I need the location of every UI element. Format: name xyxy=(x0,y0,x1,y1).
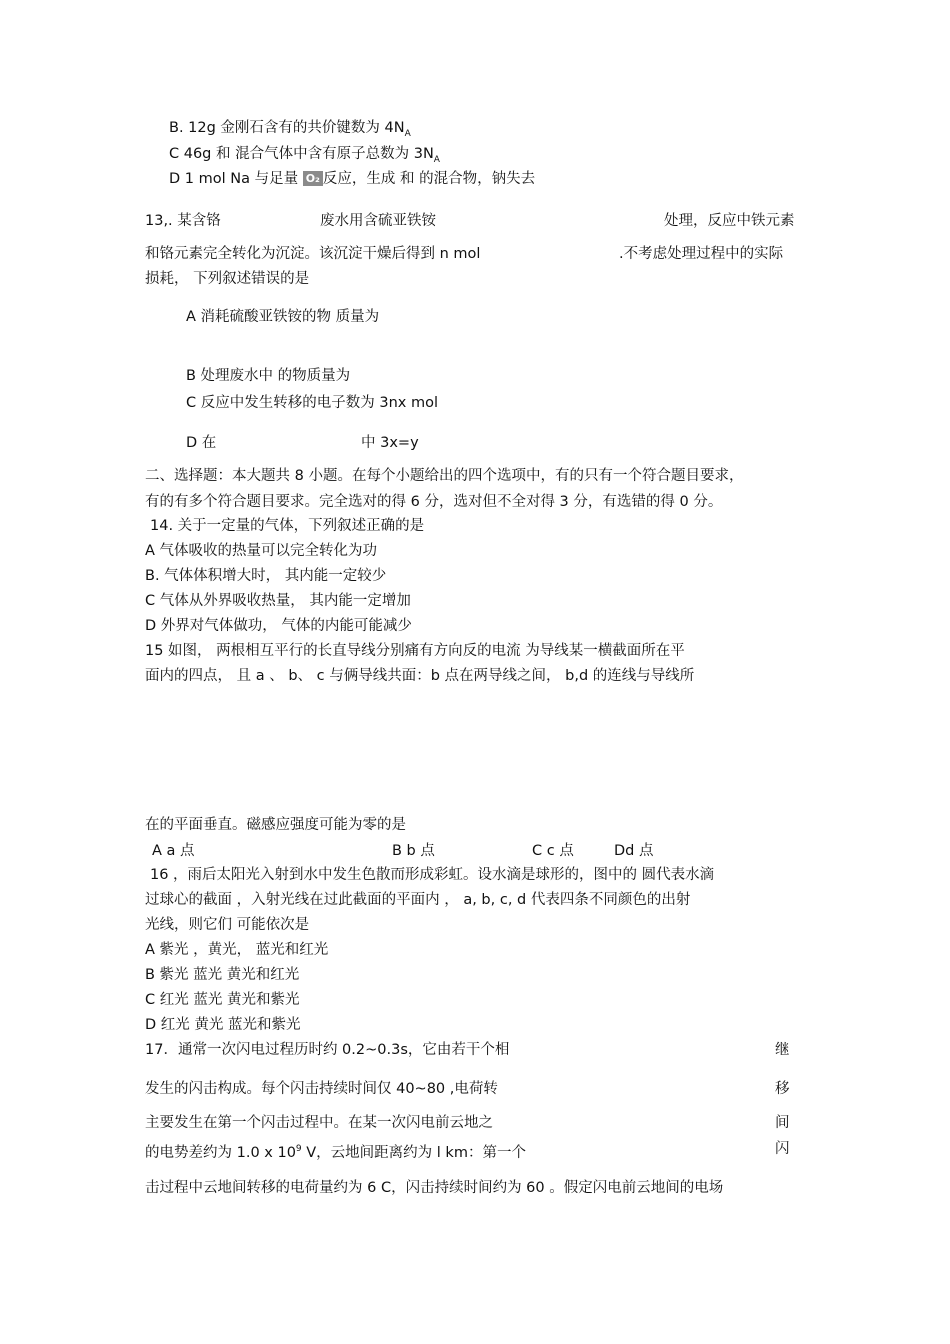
q17-line3: 主要发生在第一个闪击过程中。在某一次闪电前云地之 xyxy=(145,1115,493,1131)
q13-stem-part1: 13,. 某含铬 xyxy=(145,213,221,229)
q14-option-d: D 外界对气体做功， 气体的内能可能减少 xyxy=(145,618,412,634)
oxygen-formula-image: O₂ xyxy=(303,171,323,186)
q16-stem-line2: 过球心的截面 ，入射光线在过此截面的平面内 ， a, b, c, d 代表四条不同颜色的出射 xyxy=(145,892,691,908)
q15-option-b: B b 点 xyxy=(392,843,435,859)
q13-stem-part2: 废水用含硫亚铁铵 xyxy=(320,213,436,229)
q17-line1: 17．通常一次闪电过程历时约 0.2~0.3s，它由若干个相 xyxy=(145,1042,510,1058)
q17-line2: 发生的闪击构成。每个闪击持续时间仅 40~80 ,电荷转 xyxy=(145,1081,498,1097)
q13-stem-line3: 损耗， 下列叙述错误的是 xyxy=(145,271,310,287)
q15-stem-line3: 在的平面垂直。磁感应强度可能为零的是 xyxy=(145,817,406,833)
q17-line1-end: 继 xyxy=(775,1042,790,1058)
q13-option-a: A 消耗硫酸亚铁铵的物 质量为 xyxy=(186,309,380,325)
q17-line5: 击过程中云地间转移的电荷量约为 6 C，闪击持续时间约为 60 。假定闪电前云地间的电场 xyxy=(145,1180,724,1196)
q13-option-d-part2: 中 3x=y xyxy=(361,435,419,451)
q14-option-b: B. 气体体积增大时， 其内能一定较少 xyxy=(145,568,387,584)
q16-option-b: B 紫光 蓝光 黄光和红光 xyxy=(145,967,300,983)
q13-stem-line2b: .不考虑处理过程中的实际 xyxy=(619,246,784,262)
q17-line4: 的电势差约为 1.0 x $10^9$ V，云地间距离约为 l km：第一个 xyxy=(145,1144,526,1161)
section2-instructions-line1: 二、选择题：本大题共 8 小题。在每个小题给出的四个选项中，有的只有一个符合题目要求， xyxy=(145,468,744,484)
q17-line4-end: 闪 xyxy=(775,1141,790,1157)
q12-option-c: C 46g 和 混合气体中含有原子总数为 $3N_A$ xyxy=(169,146,440,165)
q12-option-d: D 1 mol Na 与足量 O₂ 反应，生成 和 的混合物，钠失去 xyxy=(169,171,536,187)
q13-stem-line2a: 和铬元素完全转化为沉淀。该沉淀干燥后得到 n mol xyxy=(145,246,481,262)
q16-option-c: C 红光 蓝光 黄光和紫光 xyxy=(145,992,300,1008)
q13-option-d-part1: D 在 xyxy=(186,435,217,451)
q15-option-c: C c 点 xyxy=(532,843,574,859)
q14-option-c: C 气体从外界吸收热量， 其内能一定增加 xyxy=(145,593,411,609)
q13-option-c: C 反应中发生转移的电子数为 3nx mol xyxy=(186,395,438,411)
q17-line2-end: 移 xyxy=(775,1081,790,1097)
q17-line3-end: 间 xyxy=(775,1115,790,1131)
q16-option-a: A 紫光 ，黄光， 蓝光和红光 xyxy=(145,942,329,958)
q16-stem-line3: 光线，则它们 可能依次是 xyxy=(145,917,310,933)
section2-instructions-line2: 有的有多个符合题目要求。完全选对的得 6 分，选对但不全对得 3 分，有选错的得 0 分。 xyxy=(145,494,723,510)
q14-stem: 14. 关于一定量的气体，下列叙述正确的是 xyxy=(150,518,425,534)
q12-option-b: B. 12g 金刚石含有的共价键数为 $4N_A$ xyxy=(169,120,411,139)
q15-stem-line1: 15 如图， 两根相互平行的长直导线分别痛有方向反的电流 为导线某一横截面所在平 xyxy=(145,643,685,659)
q13-option-b: B 处理废水中 的物质量为 xyxy=(186,368,351,384)
q15-stem-line2: 面内的四点， 且 a 、 b、 c 与俩导线共面：b 点在两导线之间， b,d 的连线与导线所 xyxy=(145,668,695,684)
q13-stem-part3: 处理，反应中铁元素 xyxy=(664,213,795,229)
q16-stem-line1: 16 ，雨后太阳光入射到水中发生色散而形成彩虹。设水滴是球形的，图中的 圆代表水滴 xyxy=(150,867,715,883)
q14-option-a: A 气体吸收的热量可以完全转化为功 xyxy=(145,543,378,559)
q15-option-d: Dd 点 xyxy=(614,843,654,859)
q15-option-a: A a 点 xyxy=(152,843,195,859)
q16-option-d: D 红光 黄光 蓝光和紫光 xyxy=(145,1017,301,1033)
